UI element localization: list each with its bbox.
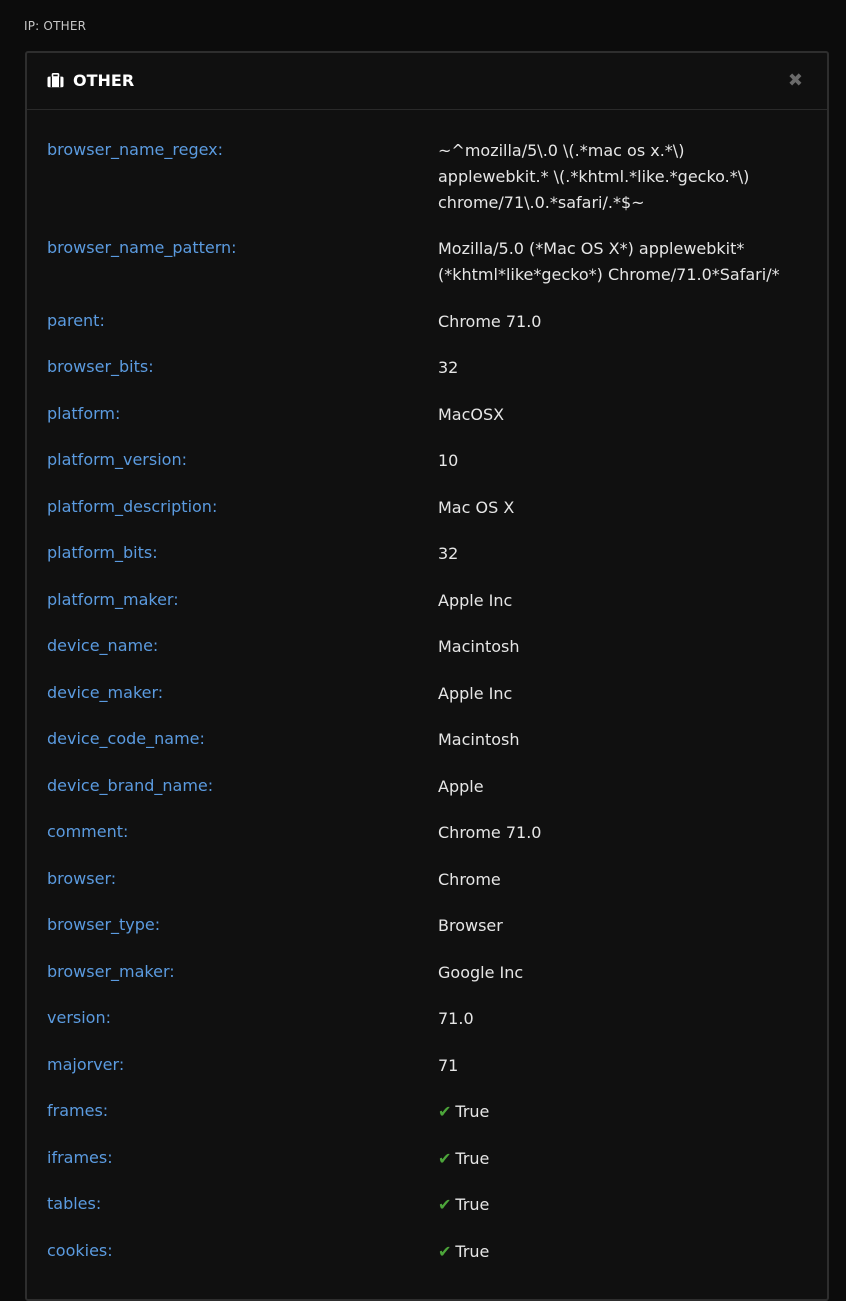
detail-key: device_maker: <box>47 683 164 702</box>
detail-value-text: Browser <box>438 916 503 935</box>
detail-value-text: Apple Inc <box>438 591 513 610</box>
detail-key: platform_version: <box>47 450 187 469</box>
detail-value <box>438 138 818 216</box>
detail-key: platform_description: <box>47 497 218 516</box>
panel-header <box>27 53 827 110</box>
checkmark-icon: ✔ <box>438 1149 452 1168</box>
detail-key: platform: <box>47 404 121 423</box>
detail-key: browser: <box>47 869 117 888</box>
briefcase-icon <box>47 73 64 88</box>
detail-value-text: Mac OS X <box>438 498 515 517</box>
checkmark-icon: ✔ <box>438 1102 452 1121</box>
detail-value <box>438 1239 818 1265</box>
detail-value-text: True <box>455 1195 490 1214</box>
detail-value <box>438 1099 818 1125</box>
detail-value-line: Mozilla/5.0 (*Mac OS X*) applewebkit* <box>438 239 745 258</box>
detail-value-text: Chrome 71.0 <box>438 823 542 842</box>
detail-value-text: Apple <box>438 777 484 796</box>
detail-key: browser_name_pattern: <box>47 238 237 257</box>
detail-key: device_brand_name: <box>47 776 214 795</box>
detail-value-line: (*khtml*like*gecko*) Chrome/71.0*Safari/* <box>438 265 780 284</box>
detail-value-text: MacOSX <box>438 405 505 424</box>
detail-value <box>438 960 818 986</box>
detail-value <box>438 402 818 428</box>
detail-value <box>438 820 818 846</box>
detail-key: browser_maker: <box>47 962 175 981</box>
checkmark-icon: ✔ <box>438 1195 452 1214</box>
detail-value-text: 71 <box>438 1056 459 1075</box>
detail-key: iframes: <box>47 1148 113 1167</box>
detail-value <box>438 309 818 335</box>
detail-key: browser_bits: <box>47 357 154 376</box>
detail-value <box>438 774 818 800</box>
detail-value-line: applewebkit.* \(.*khtml.*like.*gecko.*\) <box>438 167 750 186</box>
detail-value <box>438 867 818 893</box>
detail-value-text: Macintosh <box>438 730 520 749</box>
detail-value-text: 71.0 <box>438 1009 474 1028</box>
detail-key: browser_name_regex: <box>47 140 224 159</box>
detail-key: version: <box>47 1008 111 1027</box>
detail-value-line: chrome/71\.0.*safari/.*$~ <box>438 193 645 212</box>
detail-key: cookies: <box>47 1241 113 1260</box>
detail-value <box>438 448 818 474</box>
detail-value-text: True <box>455 1149 490 1168</box>
detail-key: browser_type: <box>47 915 161 934</box>
detail-key: platform_maker: <box>47 590 179 609</box>
detail-key: comment: <box>47 822 129 841</box>
detail-value-text: Chrome <box>438 870 501 889</box>
detail-value <box>438 1053 818 1079</box>
detail-value <box>438 236 818 288</box>
detail-value-text: Apple Inc <box>438 684 513 703</box>
detail-key: platform_bits: <box>47 543 158 562</box>
checkmark-icon: ✔ <box>438 1242 452 1261</box>
detail-value-text: 32 <box>438 544 459 563</box>
detail-value <box>438 681 818 707</box>
detail-value-text: Google Inc <box>438 963 524 982</box>
detail-value <box>438 541 818 567</box>
panel-title: OTHER <box>73 71 135 90</box>
detail-key: majorver: <box>47 1055 125 1074</box>
detail-value <box>438 355 818 381</box>
detail-value <box>438 1146 818 1172</box>
detail-value-line: ~^mozilla/5\.0 \(.*mac os x.*\) <box>438 141 685 160</box>
detail-value-text: True <box>455 1242 490 1261</box>
detail-value-text: Macintosh <box>438 637 520 656</box>
detail-value-text: True <box>455 1102 490 1121</box>
detail-value <box>438 495 818 521</box>
detail-value <box>438 1192 818 1218</box>
detail-value-text: 32 <box>438 358 459 377</box>
detail-key: frames: <box>47 1101 109 1120</box>
detail-value <box>438 727 818 753</box>
detail-value-text: Chrome 71.0 <box>438 312 542 331</box>
detail-value <box>438 634 818 660</box>
detail-value-text: 10 <box>438 451 459 470</box>
detail-value <box>438 913 818 939</box>
detail-key: tables: <box>47 1194 102 1213</box>
detail-value <box>438 1006 818 1032</box>
detail-key: device_name: <box>47 636 159 655</box>
detail-key: parent: <box>47 311 105 330</box>
detail-key: device_code_name: <box>47 729 205 748</box>
other-panel <box>25 51 829 1301</box>
ip-label: IP: OTHER <box>24 19 87 33</box>
detail-value <box>438 588 818 614</box>
close-icon[interactable]: ✖ <box>787 70 803 91</box>
